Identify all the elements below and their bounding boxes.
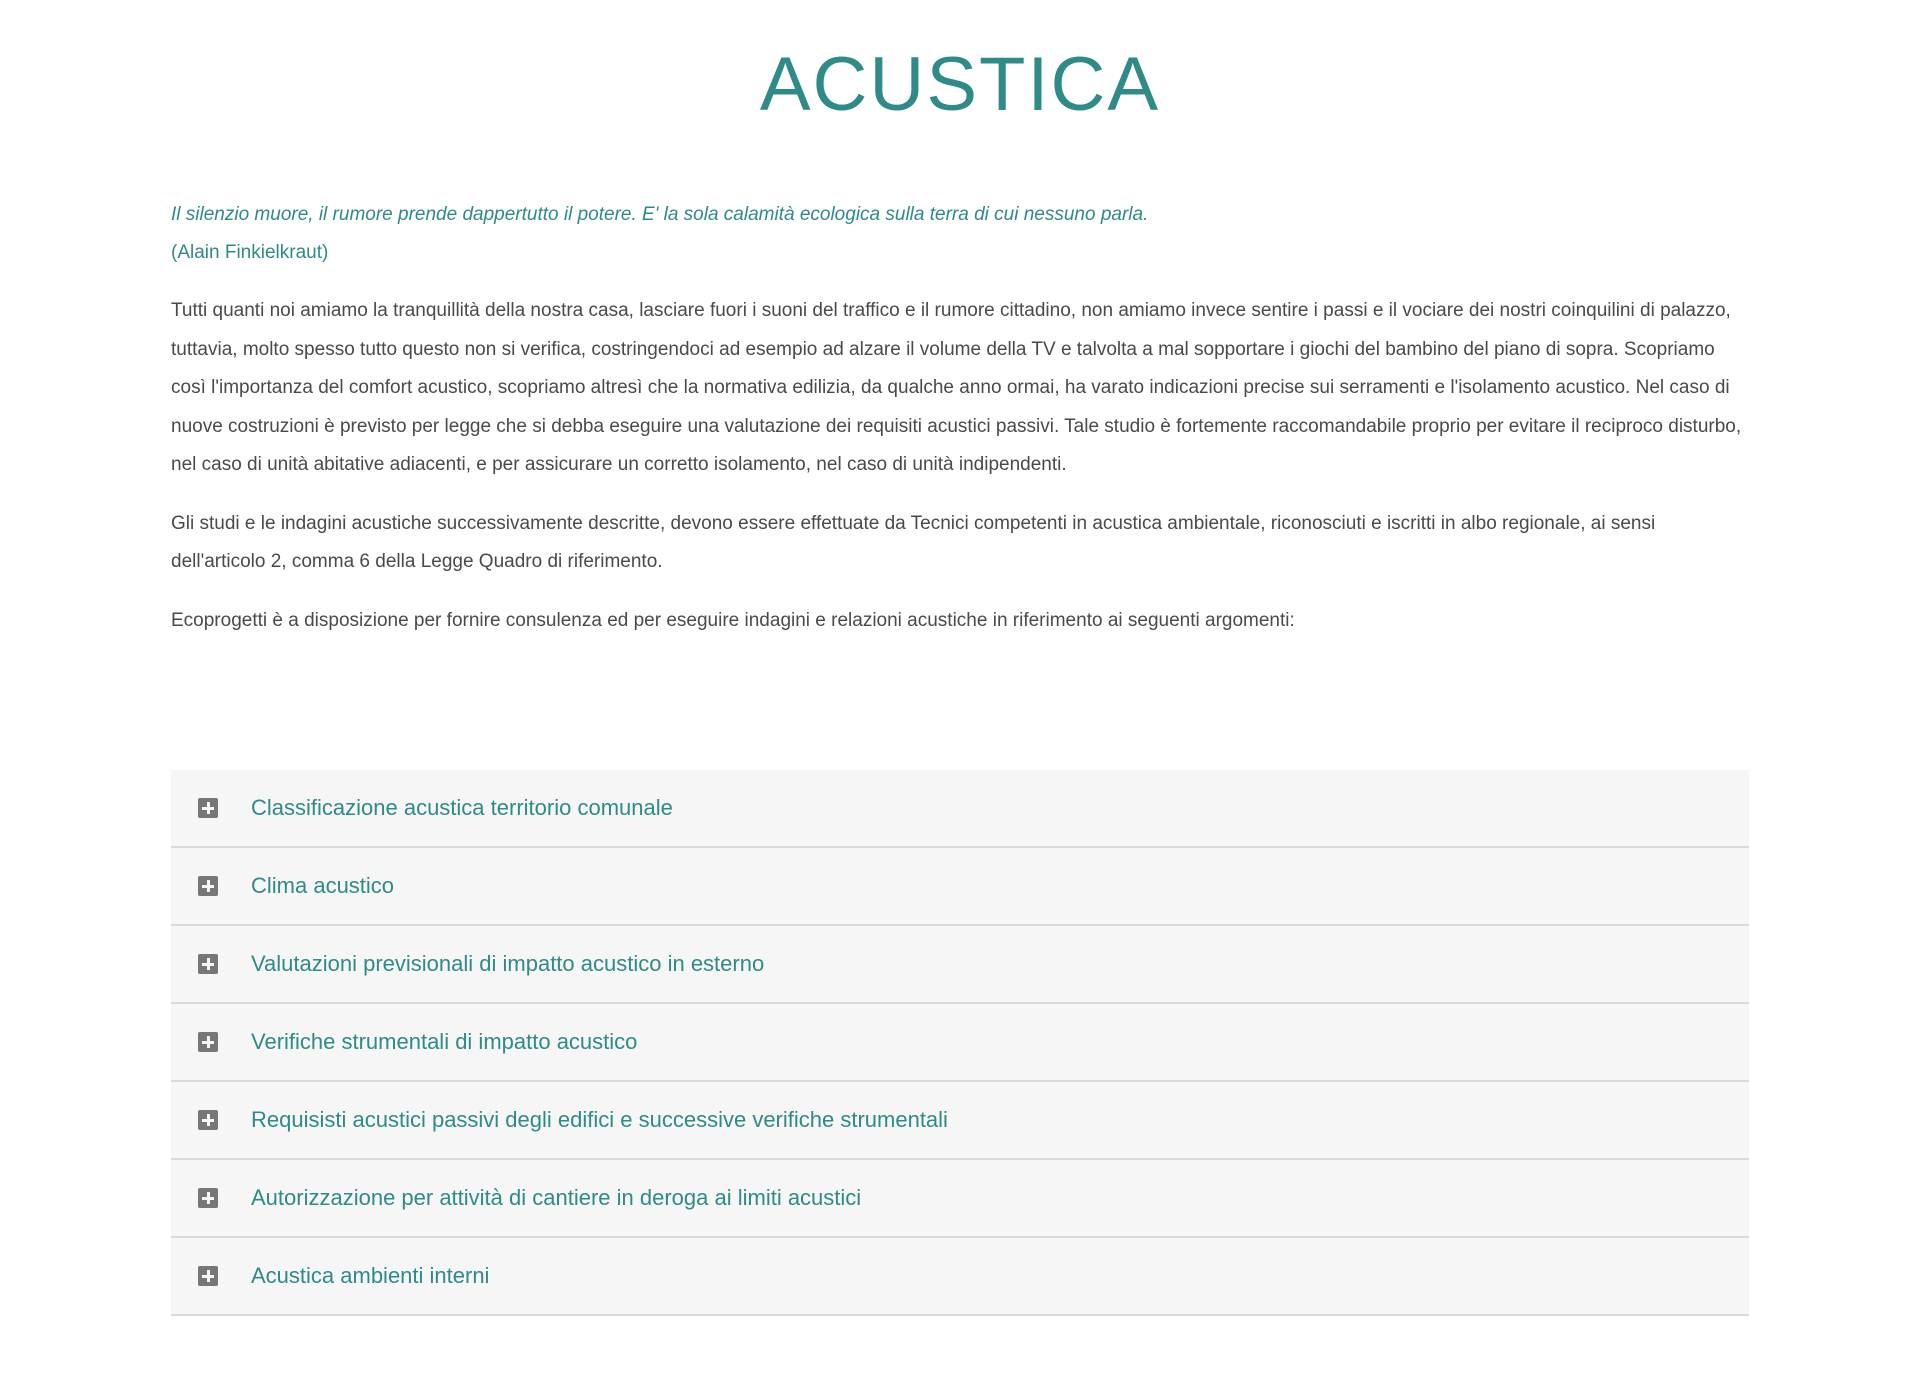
accordion-item-label[interactable]: Verifiche strumentali di impatto acustico [251,1029,638,1054]
accordion-item-clima[interactable] [171,848,1749,926]
accordion-item-autorizzazione[interactable] [171,1160,1749,1238]
intro-paragraph: Ecoprogetti è a disposizione per fornire consulenza ed per eseguire indagini e relazioni acustiche in riferimento ai seguenti argomenti: [171,609,1295,631]
accordion-item-classificazione[interactable] [171,770,1749,848]
quote-text: Il silenzio muore, il rumore prende dappertutto il potere. E' la sola calamità ecologica sulla terra di cui nessuno parla. [171,204,1149,225]
services-accordion [171,770,1749,1316]
accordion-item-label[interactable]: Acustica ambienti interni [251,1263,490,1288]
intro-paragraph: Tutti quanti noi amiamo la tranquillità della nostra casa, lasciare fuori i suoni del traffico e il rumore cittadino, non amiamo invece sentire i passi e il vociare dei nostri coinquilini di palazzo, tuttavia, molto spesso tutto questo non si verifica, costringendoci ad esempio ad alzare il volume della TV e talvolta a mal sopportare i giochi del bambino del piano di sopra. Scopriamo così l'importanza del comfort acustico, scopriamo altresì che la normativa edilizia, da qualche anno ormai, ha varato indicazioni precise sui serramenti e l'isolamento acustico. Nel caso di nuove costruzioni è previsto per legge che si debba eseguire una valutazione dei requisiti acustici passivi. Tale studio è fortemente raccomandabile proprio per evitare il reciproco disturbo, nel caso di unità abitative adiacenti, e per assicurare un corretto isolamento, nel caso di unità indipendenti. [171,300,1742,475]
accordion-item-label[interactable]: Clima acustico [251,873,395,898]
intro-section [171,196,1749,660]
plus-square-icon[interactable] [198,1266,218,1286]
accordion-item-label[interactable]: Classificazione acustica territorio comunale [251,795,673,820]
plus-square-icon[interactable] [198,1110,218,1130]
plus-square-icon[interactable] [198,798,218,818]
plus-square-icon[interactable] [198,954,218,974]
accordion-item-label[interactable]: Requisisti acustici passivi degli edifici e successive verifiche strumentali [251,1107,948,1132]
accordion-item-requisiti[interactable] [171,1082,1749,1160]
page-title: ACUSTICA [759,42,1161,127]
accordion-item-ambienti-interni[interactable] [171,1238,1749,1316]
accordion-item-label[interactable]: Autorizzazione per attività di cantiere in deroga ai limiti acustici [251,1185,862,1210]
plus-square-icon[interactable] [198,1188,218,1208]
intro-paragraph: Gli studi e le indagini acustiche successivamente descritte, devono essere effettuate da Tecnici competenti in acustica ambientale, riconosciuti e iscritti in albo regionale, ai sensi dell'articolo 2, comma 6 della Legge Quadro di riferimento. [171,512,1656,572]
plus-square-icon[interactable] [198,876,218,896]
accordion-item-verifiche[interactable] [171,1004,1749,1082]
quote-author: (Alain Finkielkraut) [171,242,329,263]
accordion-item-valutazioni[interactable] [171,926,1749,1004]
accordion-item-label[interactable]: Valutazioni previsionali di impatto acustico in esterno [251,951,765,976]
plus-square-icon[interactable] [198,1032,218,1052]
